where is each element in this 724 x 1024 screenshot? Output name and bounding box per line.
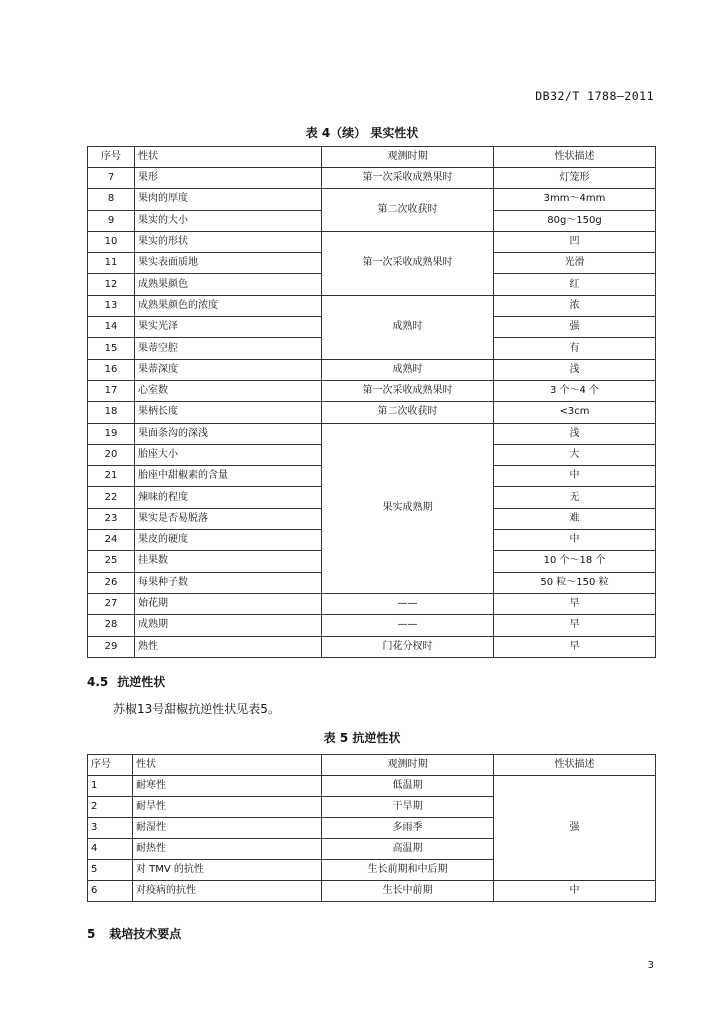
cell-desc: 早 xyxy=(494,593,656,614)
table-row xyxy=(88,189,656,210)
cell-trait: 胎座中甜椒素的含量 xyxy=(135,466,322,487)
table4-title: 表 4（续） 果实性状 xyxy=(305,126,419,140)
table5-title: 表 5 抗逆性状 xyxy=(323,731,401,745)
cell-trait: 果柄长度 xyxy=(135,402,322,423)
table-row xyxy=(88,423,656,444)
cell-desc: 80g～150g xyxy=(494,210,656,231)
cell-no: 17 xyxy=(88,380,135,401)
cell-trait: 每果种子数 xyxy=(135,572,322,593)
table-row xyxy=(88,295,656,316)
cell-no: 1 xyxy=(88,776,133,797)
section-number: 5 xyxy=(87,927,96,941)
cell-desc: 浓 xyxy=(494,295,656,316)
table4 xyxy=(87,146,656,658)
cell-no: 24 xyxy=(88,530,135,551)
cell-desc: 浅 xyxy=(494,359,656,380)
cell-no: 16 xyxy=(88,359,135,380)
cell-period: 生长中前期 xyxy=(322,881,494,902)
table-row xyxy=(88,881,656,902)
column-header-trait: 性状 xyxy=(133,755,322,776)
cell-trait: 果实的大小 xyxy=(135,210,322,231)
cell-trait: 成熟果颜色的浓度 xyxy=(135,295,322,316)
cell-trait: 果面条沟的深浅 xyxy=(135,423,322,444)
column-header-no: 序号 xyxy=(88,147,135,168)
cell-trait: 成熟果颜色 xyxy=(135,274,322,295)
cell-no: 7 xyxy=(88,168,135,189)
cell-trait: 果蒂空腔 xyxy=(135,338,322,359)
cell-no: 10 xyxy=(88,231,135,252)
document-code: DB32/T 1788—2011 xyxy=(535,89,654,103)
page-number: 3 xyxy=(647,960,654,971)
cell-trait: 胎座大小 xyxy=(135,444,322,465)
cell-trait: 果形 xyxy=(135,168,322,189)
cell-no: 23 xyxy=(88,508,135,529)
cell-desc: 灯笼形 xyxy=(494,168,656,189)
cell-trait: 果肉的厚度 xyxy=(135,189,322,210)
cell-no: 9 xyxy=(88,210,135,231)
cell-trait: 耐湿性 xyxy=(133,818,322,839)
table-row xyxy=(88,231,656,252)
cell-period: 成熟时 xyxy=(322,359,494,380)
cell-trait: 果皮的硬度 xyxy=(135,530,322,551)
table-header-row xyxy=(88,755,656,776)
column-header-period: 观测时期 xyxy=(322,755,494,776)
table-row xyxy=(88,359,656,380)
body-paragraph: 苏椒13号甜椒抗逆性状见表5。 xyxy=(113,702,280,716)
cell-period: 干旱期 xyxy=(322,797,494,818)
cell-trait: 果实是否易脱落 xyxy=(135,508,322,529)
cell-desc: 中 xyxy=(494,530,656,551)
cell-trait: 耐热性 xyxy=(133,839,322,860)
cell-trait: 果实的形状 xyxy=(135,231,322,252)
table-header-row xyxy=(88,147,656,168)
cell-trait: 对 TMV 的抗性 xyxy=(133,860,322,881)
cell-no: 4 xyxy=(88,839,133,860)
cell-trait: 果实光泽 xyxy=(135,317,322,338)
cell-desc: 10 个～18 个 xyxy=(494,551,656,572)
cell-period: 高温期 xyxy=(322,839,494,860)
cell-period: —— xyxy=(322,615,494,636)
cell-no: 20 xyxy=(88,444,135,465)
cell-no: 25 xyxy=(88,551,135,572)
cell-no: 15 xyxy=(88,338,135,359)
cell-desc: 中 xyxy=(494,466,656,487)
cell-desc: 强 xyxy=(494,317,656,338)
cell-period: 第一次采收成熟果时 xyxy=(322,231,494,295)
cell-no: 26 xyxy=(88,572,135,593)
table-row xyxy=(88,168,656,189)
cell-no: 18 xyxy=(88,402,135,423)
table-row xyxy=(88,402,656,423)
cell-desc: 大 xyxy=(494,444,656,465)
cell-desc: 50 粒～150 粒 xyxy=(494,572,656,593)
column-header-desc: 性状描述 xyxy=(494,147,656,168)
cell-trait: 果蒂深度 xyxy=(135,359,322,380)
cell-desc: 光滑 xyxy=(494,253,656,274)
cell-desc: <3cm xyxy=(494,402,656,423)
cell-trait: 果实表面质地 xyxy=(135,253,322,274)
column-header-trait: 性状 xyxy=(135,147,322,168)
cell-trait: 辣味的程度 xyxy=(135,487,322,508)
cell-desc: 红 xyxy=(494,274,656,295)
cell-period: 第二次收获时 xyxy=(322,189,494,232)
cell-desc: 强 xyxy=(494,776,656,881)
cell-no: 19 xyxy=(88,423,135,444)
cell-desc: 浅 xyxy=(494,423,656,444)
cell-no: 29 xyxy=(88,636,135,657)
cell-no: 3 xyxy=(88,818,133,839)
cell-desc: 无 xyxy=(494,487,656,508)
cell-desc: 3mm～4mm xyxy=(494,189,656,210)
cell-period: 第一次采收成熟果时 xyxy=(322,168,494,189)
column-header-no: 序号 xyxy=(88,755,133,776)
section-title: 栽培技术要点 xyxy=(109,927,182,941)
section-number: 4.5 xyxy=(87,675,109,689)
cell-no: 27 xyxy=(88,593,135,614)
cell-period: 果实成熟期 xyxy=(322,423,494,593)
table-row xyxy=(88,593,656,614)
cell-period: 生长前期和中后期 xyxy=(322,860,494,881)
section-heading-4-5 xyxy=(87,673,165,690)
table-row xyxy=(88,776,656,797)
cell-desc: 早 xyxy=(494,615,656,636)
cell-period: 第二次收获时 xyxy=(322,402,494,423)
cell-period: 成熟时 xyxy=(322,295,494,359)
cell-no: 21 xyxy=(88,466,135,487)
cell-desc: 3 个～4 个 xyxy=(494,380,656,401)
cell-no: 5 xyxy=(88,860,133,881)
cell-no: 28 xyxy=(88,615,135,636)
cell-desc: 难 xyxy=(494,508,656,529)
table-row xyxy=(88,615,656,636)
cell-desc: 中 xyxy=(494,881,656,902)
cell-trait: 熟性 xyxy=(135,636,322,657)
cell-period: 第一次采收成熟果时 xyxy=(322,380,494,401)
section-heading-5 xyxy=(87,925,181,942)
cell-period: 多雨季 xyxy=(322,818,494,839)
cell-period: 门花分杈时 xyxy=(322,636,494,657)
cell-no: 13 xyxy=(88,295,135,316)
cell-no: 6 xyxy=(88,881,133,902)
cell-no: 12 xyxy=(88,274,135,295)
cell-trait: 成熟期 xyxy=(135,615,322,636)
column-header-period: 观测时期 xyxy=(322,147,494,168)
cell-no: 8 xyxy=(88,189,135,210)
cell-period: 低温期 xyxy=(322,776,494,797)
cell-no: 22 xyxy=(88,487,135,508)
cell-trait: 对疫病的抗性 xyxy=(133,881,322,902)
cell-trait: 耐旱性 xyxy=(133,797,322,818)
cell-desc: 早 xyxy=(494,636,656,657)
cell-desc: 凹 xyxy=(494,231,656,252)
table5 xyxy=(87,754,656,902)
cell-no: 14 xyxy=(88,317,135,338)
column-header-desc: 性状描述 xyxy=(494,755,656,776)
table-row xyxy=(88,380,656,401)
cell-trait: 挂果数 xyxy=(135,551,322,572)
cell-trait: 心室数 xyxy=(135,380,322,401)
cell-period: —— xyxy=(322,593,494,614)
cell-desc: 有 xyxy=(494,338,656,359)
table-row xyxy=(88,636,656,657)
section-title: 抗逆性状 xyxy=(117,675,166,689)
cell-no: 2 xyxy=(88,797,133,818)
cell-trait: 始花期 xyxy=(135,593,322,614)
cell-no: 11 xyxy=(88,253,135,274)
cell-trait: 耐寒性 xyxy=(133,776,322,797)
